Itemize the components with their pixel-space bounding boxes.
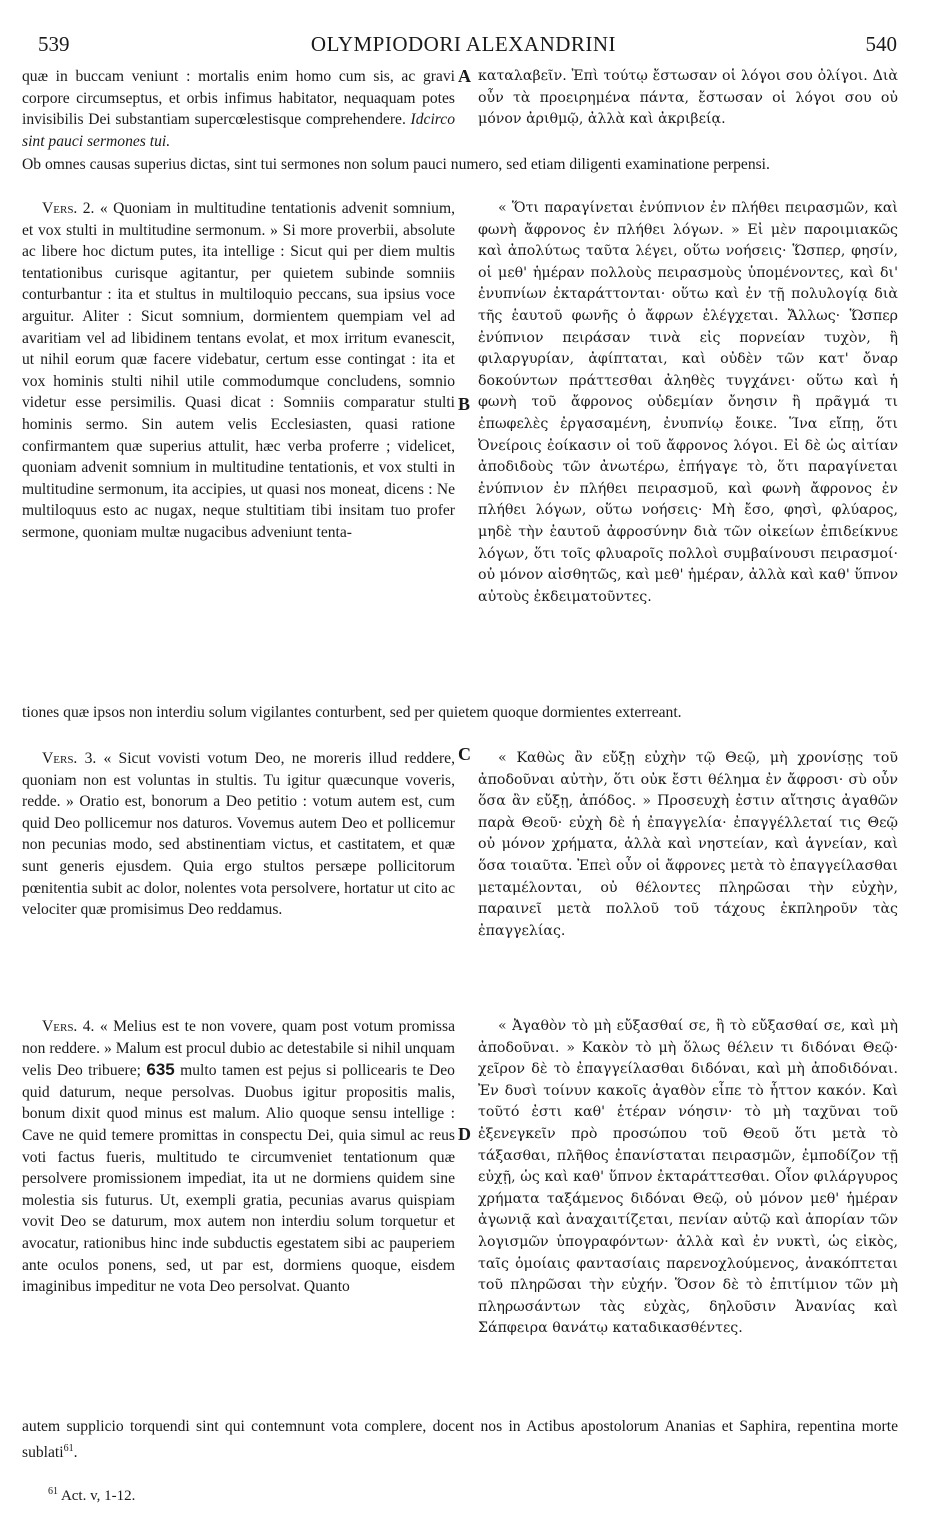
margin-letter-a: A: [458, 66, 471, 86]
running-header: [30, 32, 897, 62]
verse-4-text-a: « Melius est te non vovere, quam post votum promissa non reddere. » Malum est procul dubio ac detestabile si nihil unquam velis Deo tribuere;: [22, 1018, 455, 1080]
footnote-text: Act. v, 1-12.: [60, 1488, 136, 1504]
footnote-number: 61: [48, 1486, 58, 1497]
greek-verse-4-text: « Ἀγαθὸν τὸ μὴ εὔξασθαί σε, ἢ τὸ εὔξασθαί σε, καὶ μὴ ἀποδοῦναι. » Κακὸν τὸ μὴ ὅλως θέλειν τι διδόναι Θεῷ· χεῖρον δὲ τὸ ἐπαγγείλασθαι διδόναι, καὶ μὴ ἀποδιδόναι. Ἐν δυσὶ τοίνυν κακοῖς ἀγαθὸν εἶπε τὸ ἧττον κακόν. Καὶ τοῦτό ἐστι καθ' ἑτέραν νόησιν· τὸ μὴ ταχῦναι τοῦ ἐξενεγκεῖν πρὸ προσώπου τοῦ Θεοῦ ὅτι μετὰ τὸ τάξασθαι, πλῆθος ἐπανίσταται πειρασμῶν, ἐμποδίζον τῇ εὐχῇ, ὡς καὶ καθ' ὕπνον ἐκταράττεσθαι. Οἷον φιλάργυρος χρήματα ταξάμενος διδόναι Θεῷ, οὐ μόνον μεθ' ἡμέραν ἀγωνιᾷ καὶ ἀναχαιτίζεται, πενίαν αὐτῷ καὶ ἀπορίαν τῶν λογισμῶν ὑπογραφόντων· ἀλλὰ καὶ ἐν νυκτὶ, ὡς εἰκὸς, ταῖς ὁμοίαις φαντασίαις παρενοχλούμενος, ἀνακόπτεται τοῦ πληρῶσαι τὴν εὐχήν. Ὅσον δὲ τὸ ἐπιτίμιον τῶν μὴ πληρωσάντων τὰς εὐχὰς, δηλοῦσιν Ἀνανίας καὶ Σάπφειρα θανάτῳ καταδικασθέντες.: [478, 1018, 898, 1337]
latin-verse-3: [22, 748, 455, 921]
latin-quote-italic: Idcirco sint pauci sermones tui.: [22, 111, 455, 150]
greek-verse-4: [478, 1016, 898, 1340]
margin-letter-c: C: [458, 744, 471, 764]
verse-3-label: Vers. 3.: [42, 750, 97, 767]
greek-column-top: [478, 66, 898, 131]
latin-verse-4: [22, 1016, 455, 1298]
full-width-verse-2-end: tiones quæ ipsos non interdiu solum vigilantes conturbent, sed per quietem quoque dormientes exterreant.: [22, 704, 682, 721]
margin-letter-b: B: [458, 394, 471, 414]
verse-3-text: « Sicut vovisti votum Deo, ne moreris illud reddere, quoniam non est voluntas in stultis. Tu igitur quæcunque voveris, redde. » Oratio est, bonorum a Deo petitio : votum autem est, cum quid Deo pollicemur nos daturos. Vovemus autem Deo et pollicemur non pecunias modo, sed abstinentiam victus, et castitatem, et quæ sunt generis ejusdem. Quia ergo stultos persæpe pollicitorum pœnitentia subit ac dolor, nolentes vota persolvere, hortatur ut cito ac velociter quæ promisimus Deo reddamus.: [22, 750, 455, 919]
greek-verse-3-text: « Καθὼς ἂν εὔξῃ εὐχὴν τῷ Θεῷ, μὴ χρονίσῃς τοῦ ἀποδοῦναι αὐτὴν, ὅτι οὐκ ἔστι θέλημα ἐν ἄφροσι· σὺ οὖν ὅσα ἂν εὔξῃ, ἀπόδος. » Προσευχὴ ἐστιν αἴτησις ἀγαθῶν παρὰ Θεοῦ· εὐχὴ δὲ ἡ ἐπαγγελία· ἐπαγγέλλεταί τις Θεῷ οὐ μόνον χρήματα, ἀλλὰ καὶ νηστείαν, καὶ ἁγνείαν, καὶ ὅσα τοιαῦτα. Ἐπεὶ οὖν οἱ ἄφρονες μετὰ τὸ ἐπαγγείλασθαι μεταμέλονται, οὐ θέλοντες πληρῶσαι τὴν εὐχὴν, παραινεῖ μετὰ πολλοῦ τοῦ τάχους ἐκπληροῦν τὰς ἐπαγγελίας.: [478, 750, 898, 939]
latin-column-top: [22, 66, 455, 152]
greek-paragraph-1: καταλαβεῖν. Ἐπὶ τούτῳ ἔστωσαν οἱ λόγοι σου ὀλίγοι. Διὰ οὖν τὰ προειρημένα πάντα, ἔστωσαν οἱ λόγοι σου οὐ μόνον ἀριθμῷ, ἀλλὰ καὶ ἀκριβείᾳ.: [478, 68, 898, 128]
verse-4-text-b: multo tamen est pejus si pollicearis te Deo quid daturum, neque persolvas. Duobus igitur propositis malis, bonum dixit quod minus est malum. Alio quoque sensu intellige : Cave ne quid temere promittas in conspectu Dei, quia simul ac reus voti factus fueris, multitudo te circumveniet tentationum quæ persolvere promissionem impediat, ita ut ne dormiens quidem sine molestia sis futurus. Ut, exempli gratia, pecunias avarus quispiam vovit Deo se daturum, mox autem non interdiu solum torquetur et avocatur, rationibus hinc inde subductis egestatem sibi ac pauperiem ante oculos ponens, sed, ut par est, dormiens quoque, eisdem imaginibus impeditur ne vota Deo persolvat. Quanto: [22, 1062, 455, 1296]
verse-2-label: Vers. 2.: [42, 200, 95, 217]
margin-letter-d: D: [458, 1124, 471, 1144]
full-width-verse-4-end: autem supplicio torquendi sint qui contemnunt vota complere, docent nos in Actibus apostolorum Ananias et Saphira, repentina morte sublati$^{61}$.: [22, 1418, 898, 1461]
full-width-line-1: Ob omnes causas superius dictas, sint tui sermones non solum pauci numero, sed etiam diligenti examinatione perpensi.: [22, 156, 770, 173]
greek-verse-3: [478, 748, 898, 942]
latin-paragraph-1: quæ in buccam veniunt : mortalis enim homo cum sis, ac gravi corpore circumseptus, et orbis infimus habitator, nequaquam potes invisibilis Dei substantiam supercœlestisque comprehendere. Idcirco sint pauci sermones tui.: [22, 68, 455, 150]
page-number-left: 539: [38, 32, 70, 56]
footnote-ref: 61: [63, 1442, 74, 1454]
footnote: [48, 1486, 135, 1505]
verse-2-text: « Quoniam in multitudine tentationis advenit somnium, et vox stulti in multitudine sermonum. » Si more proverbii, absolute ac libere hoc dictum putes, ita intellige : Sicut qui per diem multis tentationibus curisque agitantur, per quietem subinde somniis conturbantur : ita et stultus in multiloquio peccans, sua ipsius voce arguitur. Aliter : Sicut somnium, dormientem quempiam vel ad avaritiam vel ad libidinem tentans evolat, et mox irritum evanescit, ut nihil eorum quæ facere videbatur, certum esse contingat : ita et vox hominis stulti nihil utile commodumque concludens, somnio videtur esse persimilis. Quasi dicat : Somniis comparatur stulti hominis sermo. Sin autem velis Ecclesiasten, quasi ratione confirmantem quæ superius attulit, hæc verba proferre ; videlicet, quoniam advenit somnium in multitudine tentationis, et vox stulti in multitudine sermonum, ita accipies, ut quasi nos moneat, dicens : Ne multiloquus esto ac nugax, neque stultitiam tibi insitam tuo profer sermone, quoniam multæ nugacibus adveniunt tenta-: [22, 200, 456, 541]
latin-verse-2: [22, 198, 455, 544]
running-title: OLYMPIODORI ALEXANDRINI: [310, 32, 617, 56]
column-number: 635: [146, 1060, 175, 1080]
page-number-right: 540: [865, 32, 897, 56]
greek-verse-2-text: « Ὅτι παραγίνεται ἐνύπνιον ἐν πλήθει πειρασμῶν, καὶ φωνὴ ἄφρονος ἐν πλήθει λόγων. » Εἰ μὲν παροιμιακῶς καὶ ἀπολύτως ταῦτα λέγει, οὕτω νοήσεις· Ὥσπερ, φησίν, οἱ μεθ' ἡμέραν πολλοὺς πειρασμοὺς ὑπομένοντες, καὶ δι' ἐνυπνίων ἐκταράττονται· οὕτω καὶ ἐν τῇ πολυλογίᾳ διὰ τῆς ἑαυτοῦ φωνῆς ὁ ἄφρων ἐλέγχεται. Ἄλλως· Ὥσπερ ἐνύπνιον πειράσαν τινὰ εἰς πορνείαν τυχὸν, ἢ φιλαργυρίαν, ἀφίπταται, καὶ οὐδὲν τῶν κατ' ὄναρ δοκούντων πράττεσθαι ἀληθὲς τυγχάνει· οὕτω καὶ ἡ φωνὴ τοῦ ἄφρονος οὐδεμίαν ὄνησιν ἢ πρᾶγμά τι ἐπωφελὲς ἐργασαμένη, ἐνυπνίῳ ἔοικε. Ἵνα εἴπῃ, ὅτι Ὀνείροις ἐοίκασιν οἱ τοῦ ἄφρονος λόγοι. Εἰ δὲ ὡς αἰτίαν ἀποδιδοὺς τῶν ἀνωτέρω, ἐπήγαγε τὸ, ὅτι παραγίνεται ἐνύπνιον ἐν πλήθει πειρασμοῦ, καὶ φωνὴ ἄφρονος ἐν πλήθει λόγων, οὕτω νοήσεις· Μὴ ἔσο, φησὶ, φλύαρος, μηδὲ τὴν ἑαυτοῦ ἀφροσύνην διὰ τῶν οἰκείων ἐπιδείκνυε λόγων, ὅτι τοῖς φλυαροῖς πολλοὶ συμβαίνουσι πειρασμοί· οὐ μόνον αἰσθητῶς, καὶ μεθ' ἡμέραν, ἀλλὰ καὶ καθ' ὕπνον αὐτοὺς ἐκδειματοῦντες.: [478, 200, 898, 605]
greek-verse-2: [478, 198, 898, 608]
verse-4-label: Vers. 4.: [42, 1018, 95, 1035]
